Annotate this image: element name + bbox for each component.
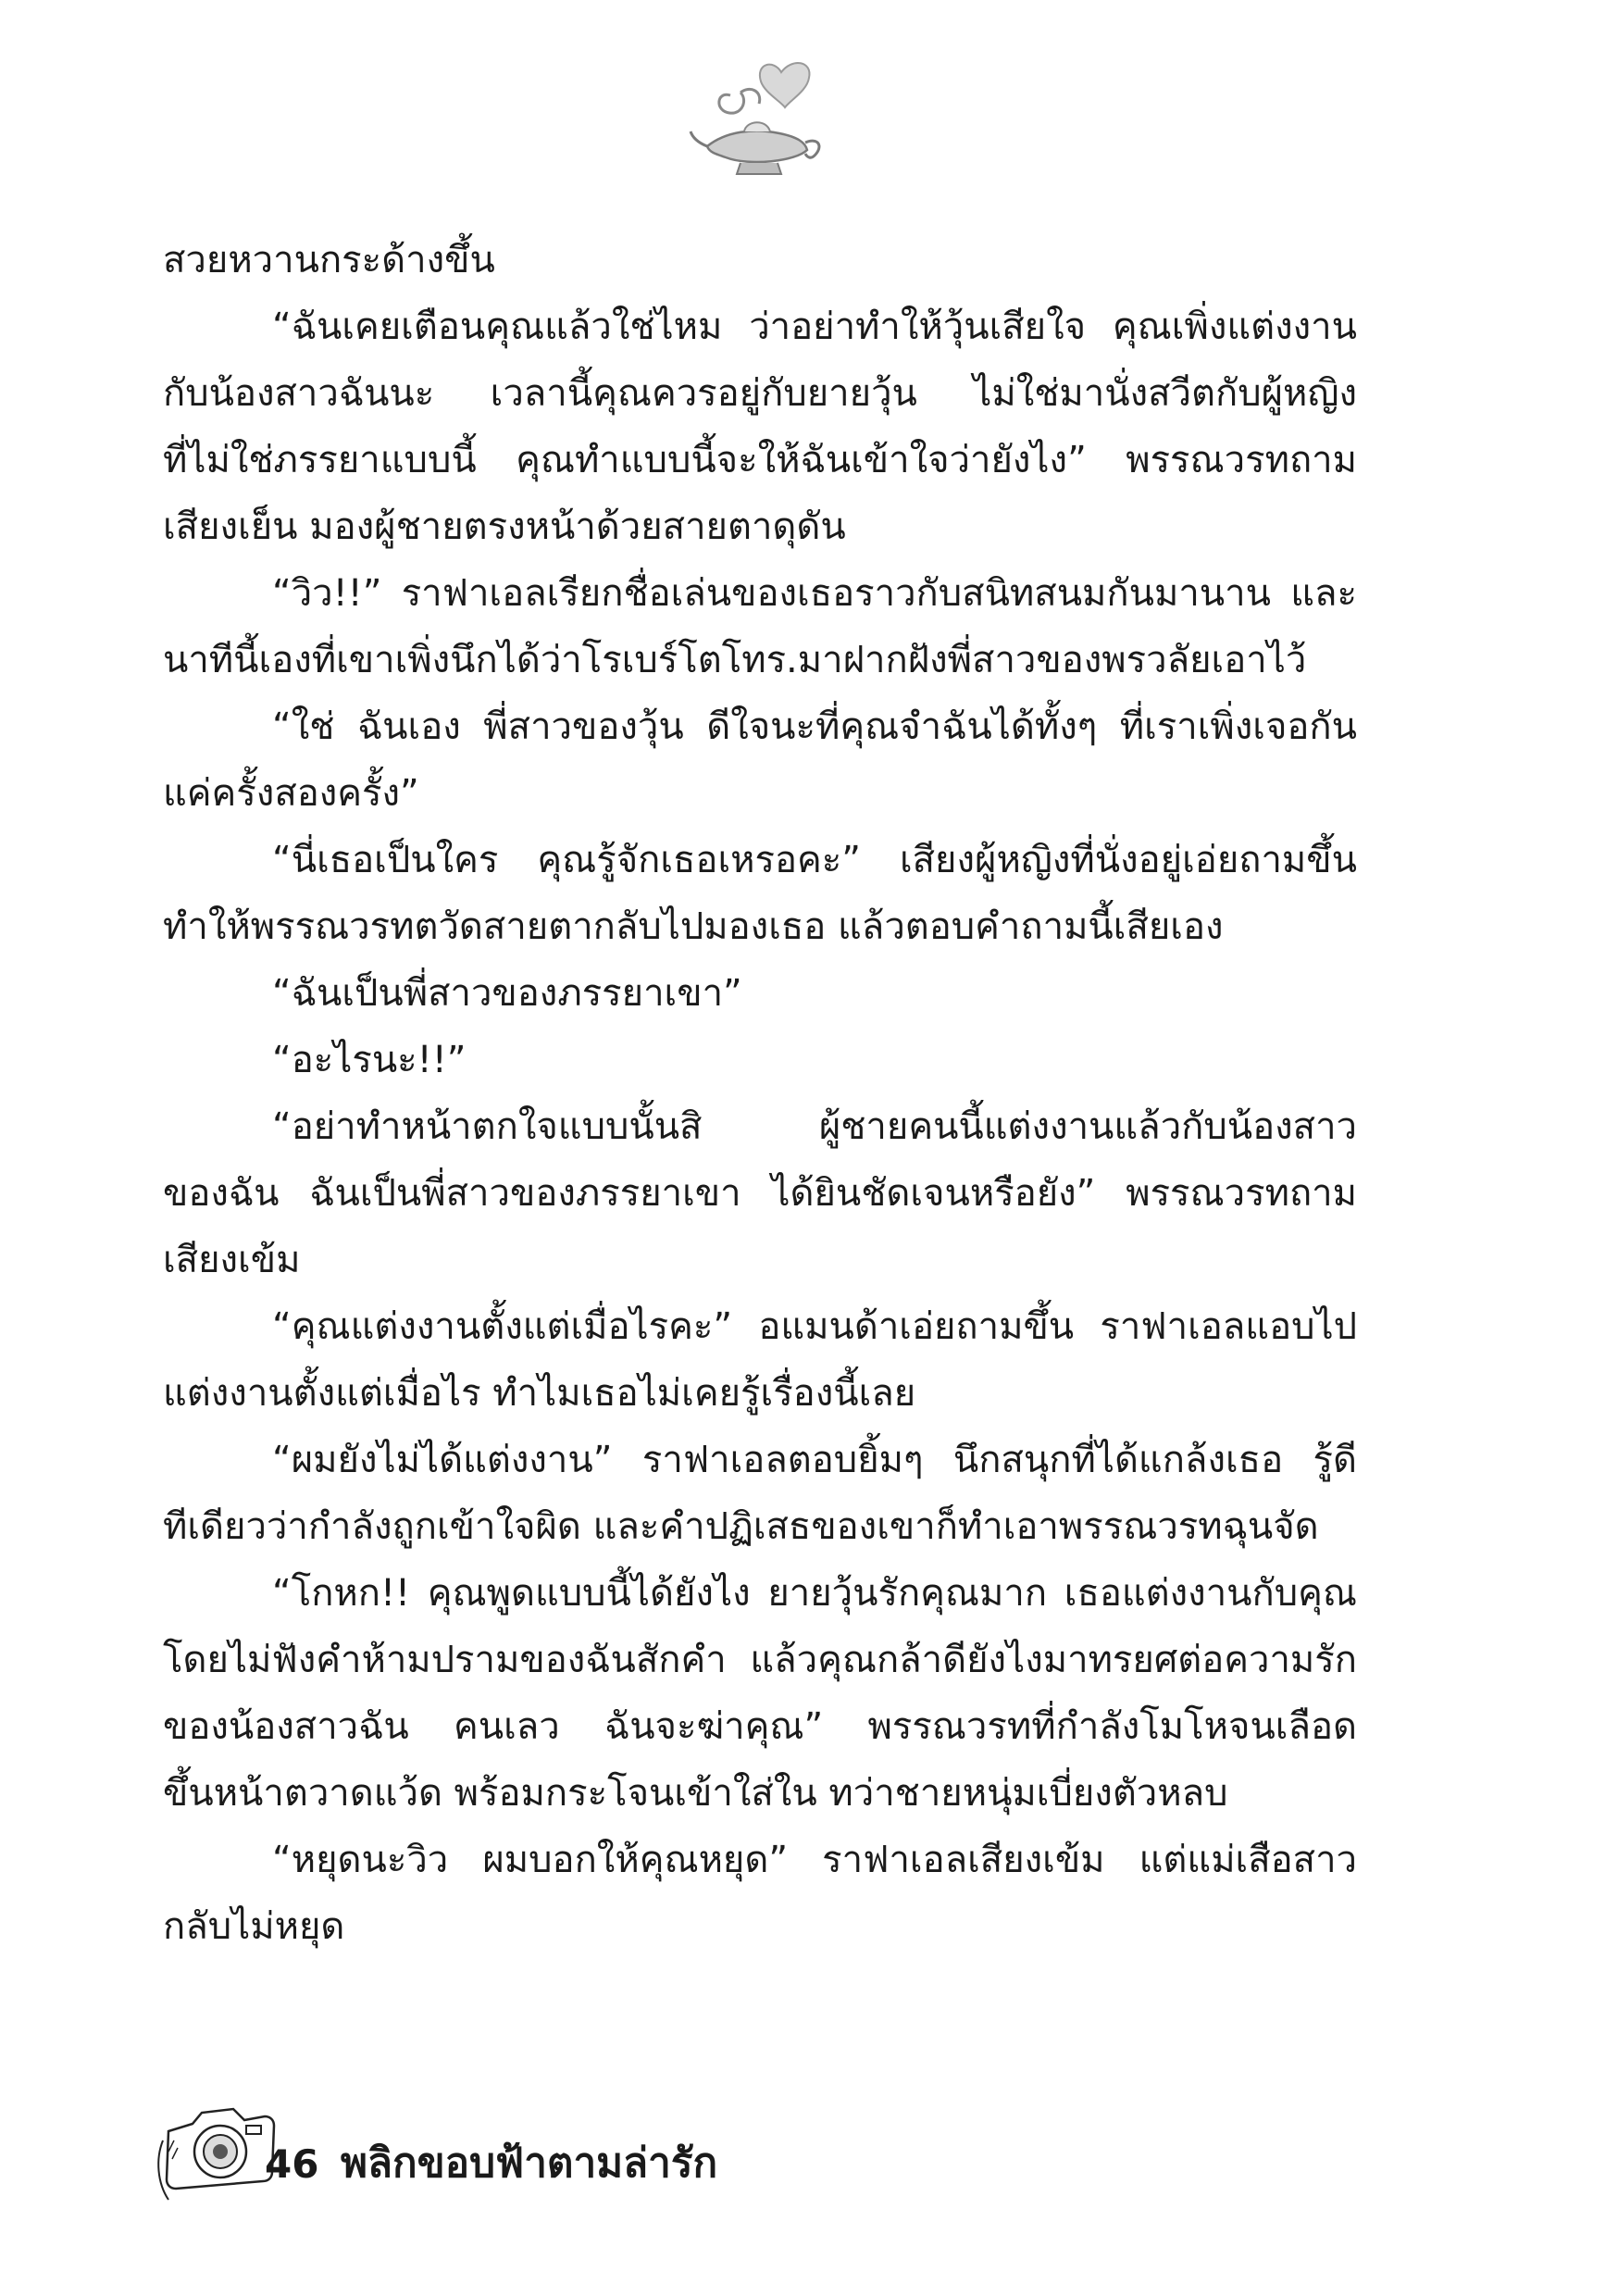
text-line: “ฉันเคยเตือนคุณแล้วใช่ไหม ว่าอย่าทำให้วุ้นเสียใจ คุณเพิ่งแต่งงาน [272,306,1357,348]
text-line: “ใช่ ฉันเอง พี่สาวของวุ้น ดีใจนะที่คุณจำฉันได้ทั้งๆ ที่เราเพิ่งเจอกัน [272,705,1357,748]
text-line: “ผมยังไม่ได้แต่งงาน” ราฟาเอลตอบยิ้มๆ นึกสนุกที่ได้แกล้งเธอ รู้ดี [272,1439,1357,1481]
text-line: ทีเดียวว่ากำลังถูกเข้าใจผิด และคำปฏิเสธของเขาก็ทำเอาพรรณวรทฉุนจัด [163,1505,1319,1548]
body-text [163,227,1357,1960]
text-line: ที่ไม่ใช่ภรรยาแบบนี้ คุณทำแบบนี้จะให้ฉันเข้าใจว่ายังไง” พรรณวรทถาม [163,439,1357,481]
text-line: นาทีนี้เองที่เขาเพิ่งนึกได้ว่าโรเบร์โตโทร.มาฝากฝังพี่สาวของพรวลัยเอาไว้ [163,639,1307,681]
text-line: “นี่เธอเป็นใคร คุณรู้จักเธอเหรอคะ” เสียงผู้หญิงที่นั่งอยู่เอ่ยถามขึ้น [272,839,1357,881]
text-line: ขึ้นหน้าตวาดแว้ด พร้อมกระโจนเข้าใส่ใน ทว่าชายหนุ่มเบี่ยงตัวหลบ [163,1772,1228,1815]
book-title: พลิกขอบฟ้าตามล่ารัก [341,2140,718,2187]
text-line: เสียงเข้ม [163,1239,301,1281]
page-number: 46 [265,2141,319,2187]
text-line: “หยุดนะวิว ผมบอกให้คุณหยุด” ราฟาเอลเสียงเข้ม แต่แม่เสือสาว [272,1839,1357,1881]
text-line: “อย่าทำหน้าตกใจแบบนั้นสิ ผู้ชายคนนี้แต่งงานแล้วกับน้องสาว [272,1105,1357,1148]
text-line: แต่งงานตั้งแต่เมื่อไร ทำไมเธอไม่เคยรู้เรื่องนี้เลย [163,1372,916,1415]
text-line: “อะไรนะ!!” [272,1039,467,1081]
text-line: “คุณแต่งงานตั้งแต่เมื่อไรคะ” อแมนด้าเอ่ยถามขึ้น ราฟาเอลแอบไป [272,1305,1357,1348]
camera-icon [156,2103,278,2205]
text-line: ทำให้พรรณวรทตวัดสายตากลับไปมองเธอ แล้วตอบคำถามนี้เสียเอง [163,905,1224,948]
text-line: “วิว!!” ราฟาเอลเรียกชื่อเล่นของเธอราวกับสนิทสนมกันมานาน และ [272,572,1357,615]
text-line: ของฉัน ฉันเป็นพี่สาวของภรรยาเขา ได้ยินชัดเจนหรือยัง” พรรณวรทถาม [163,1172,1357,1215]
text-line: ของน้องสาวฉัน คนเลว ฉันจะฆ่าคุณ” พรรณวรทที่กำลังโมโหจนเลือด [163,1705,1357,1748]
text-line: แค่ครั้งสองครั้ง” [163,772,419,815]
text-line: สวยหวานกระด้างขึ้น [163,239,495,281]
teapot-heart-ornament-icon [689,54,828,179]
text-line: เสียงเย็น มองผู้ชายตรงหน้าด้วยสายตาดุดัน [163,505,846,548]
page-footer [156,2103,989,2205]
text-line: กลับไม่หยุด [163,1905,345,1948]
text-line: “ฉันเป็นพี่สาวของภรรยาเขา” [272,972,742,1015]
text-line: กับน้องสาวฉันนะ เวลานี้คุณควรอยู่กับยายวุ้น ไม่ใช่มานั่งสวีตกับผู้หญิง [163,372,1357,415]
text-line: โดยไม่ฟังคำห้ามปรามของฉันสักคำ แล้วคุณกล้าดียังไงมาทรยศต่อความรัก [163,1639,1357,1681]
text-line: “โกหก!! คุณพูดแบบนี้ได้ยังไง ยายวุ้นรักคุณมาก เธอแต่งงานกับคุณ [272,1572,1357,1615]
